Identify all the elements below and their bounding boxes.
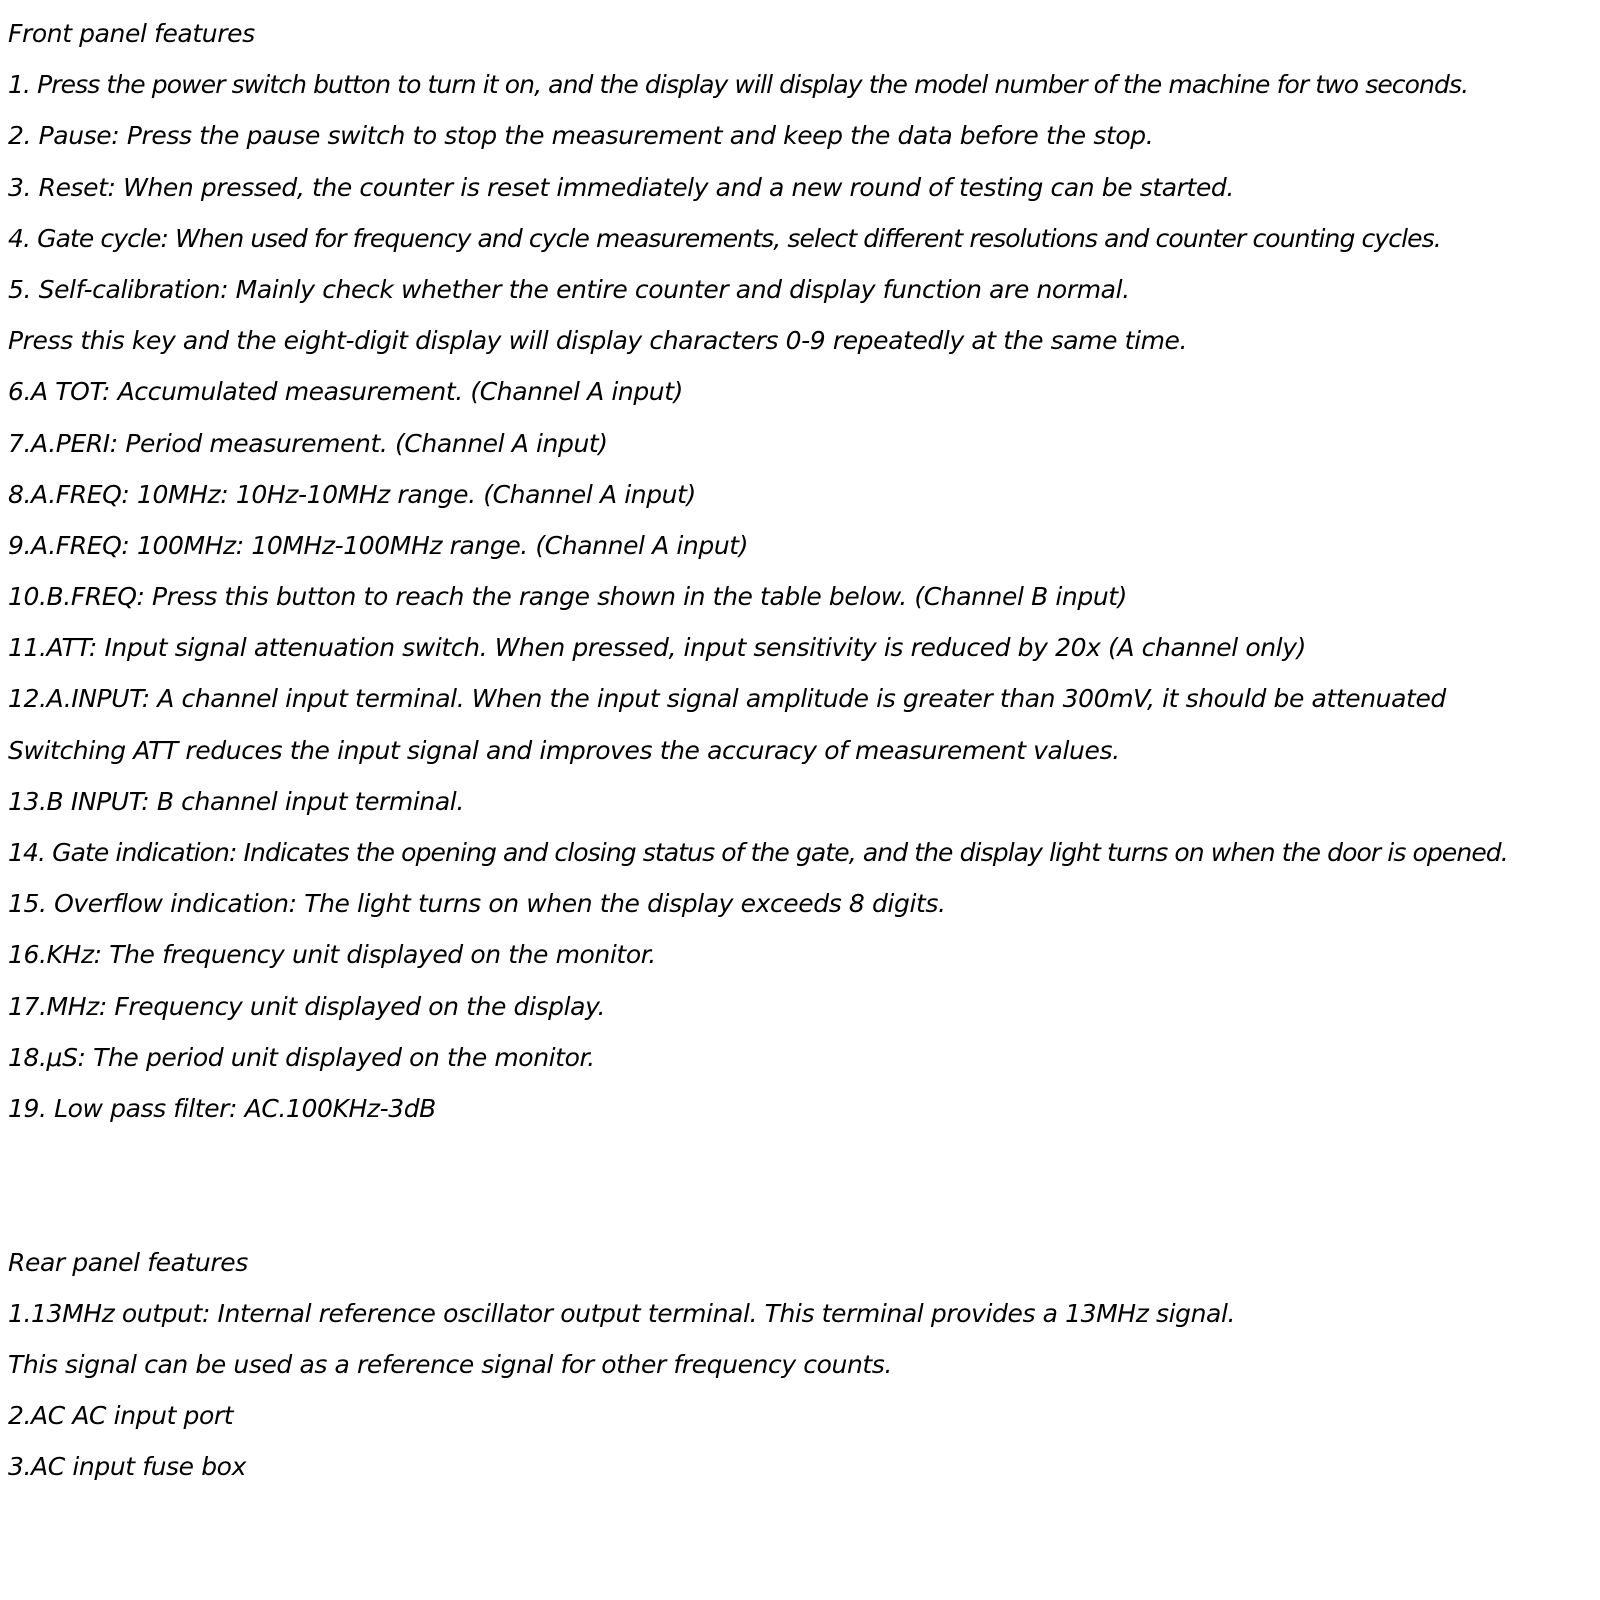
front-panel-item-11: 11.ATT: Input signal attenuation switch. When pressed, input sensitivity is reduced by 20x (A channel only)	[8, 633, 1306, 663]
front-panel-item-2: 2. Pause: Press the pause switch to stop the measurement and keep the data before the stop.	[8, 121, 1154, 151]
rear-panel-item-1: 1.13MHz output: Internal reference oscillator output terminal. This terminal provides a 13MHz signal.	[8, 1298, 1236, 1328]
front-panel-item-19: 19. Low pass filter: AC.100KHz-3dB	[8, 1093, 436, 1123]
front-panel-item-6: 6.A TOT: Accumulated measurement. (Channel A input)	[8, 377, 683, 407]
front-panel-item-12-continued: Switching ATT reduces the input signal and improves the accuracy of measurement values.	[8, 735, 1120, 765]
front-panel-item-12: 12.A.INPUT: A channel input terminal. When the input signal amplitude is greater than 300mV, it should be attenuated	[8, 684, 1446, 714]
front-panel-item-17: 17.MHz: Frequency unit displayed on the display.	[8, 991, 606, 1021]
front-panel-item-10: 10.B.FREQ: Press this button to reach the range shown in the table below. (Channel B input)	[8, 582, 1128, 612]
front-panel-item-3: 3. Reset: When pressed, the counter is reset immediately and a new round of testing can be started.	[8, 172, 1234, 202]
rear-panel-item-1-continued: This signal can be used as a reference signal for other frequency counts.	[8, 1349, 892, 1379]
front-panel-item-18: 18.μS: The period unit displayed on the monitor.	[8, 1042, 595, 1072]
front-panel-item-5: 5. Self-calibration: Mainly check whether the entire counter and display function are normal.	[8, 274, 1130, 304]
front-panel-heading: Front panel features	[8, 19, 255, 48]
front-panel-item-9: 9.A.FREQ: 100MHz: 10MHz-100MHz range. (Channel A input)	[8, 530, 749, 560]
front-panel-item-7: 7.A.PERI: Period measurement. (Channel A input)	[8, 428, 608, 458]
front-panel-item-8: 8.A.FREQ: 10MHz: 10Hz-10MHz range. (Channel A input)	[8, 479, 696, 509]
document-page	[8, 12, 1596, 1496]
section-spacer	[8, 1138, 1596, 1240]
front-panel-section	[8, 12, 1596, 1138]
front-panel-item-4: 4. Gate cycle: When used for frequency and cycle measurements, select different resolutions and counter counting cycles.	[8, 223, 1441, 253]
front-panel-item-15: 15. Overflow indication: The light turns on when the display exceeds 8 digits.	[8, 889, 946, 919]
rear-panel-item-2: 2.AC AC input port	[8, 1401, 234, 1431]
rear-panel-section	[8, 1241, 1596, 1497]
front-panel-item-5-continued: Press this key and the eight-digit display will display characters 0-9 repeatedly at the same time.	[8, 326, 1188, 356]
front-panel-item-13: 13.B INPUT: B channel input terminal.	[8, 786, 464, 816]
front-panel-item-14: 14. Gate indication: Indicates the opening and closing status of the gate, and the display light turns on when the door is opened.	[8, 838, 1508, 867]
rear-panel-item-3: 3.AC input fuse box	[8, 1452, 246, 1482]
rear-panel-heading: Rear panel features	[8, 1247, 248, 1277]
front-panel-item-16: 16.KHz: The frequency unit displayed on the monitor.	[8, 940, 656, 970]
front-panel-item-1: 1. Press the power switch button to turn it on, and the display will display the model number of the machine for two seconds.	[8, 70, 1469, 100]
